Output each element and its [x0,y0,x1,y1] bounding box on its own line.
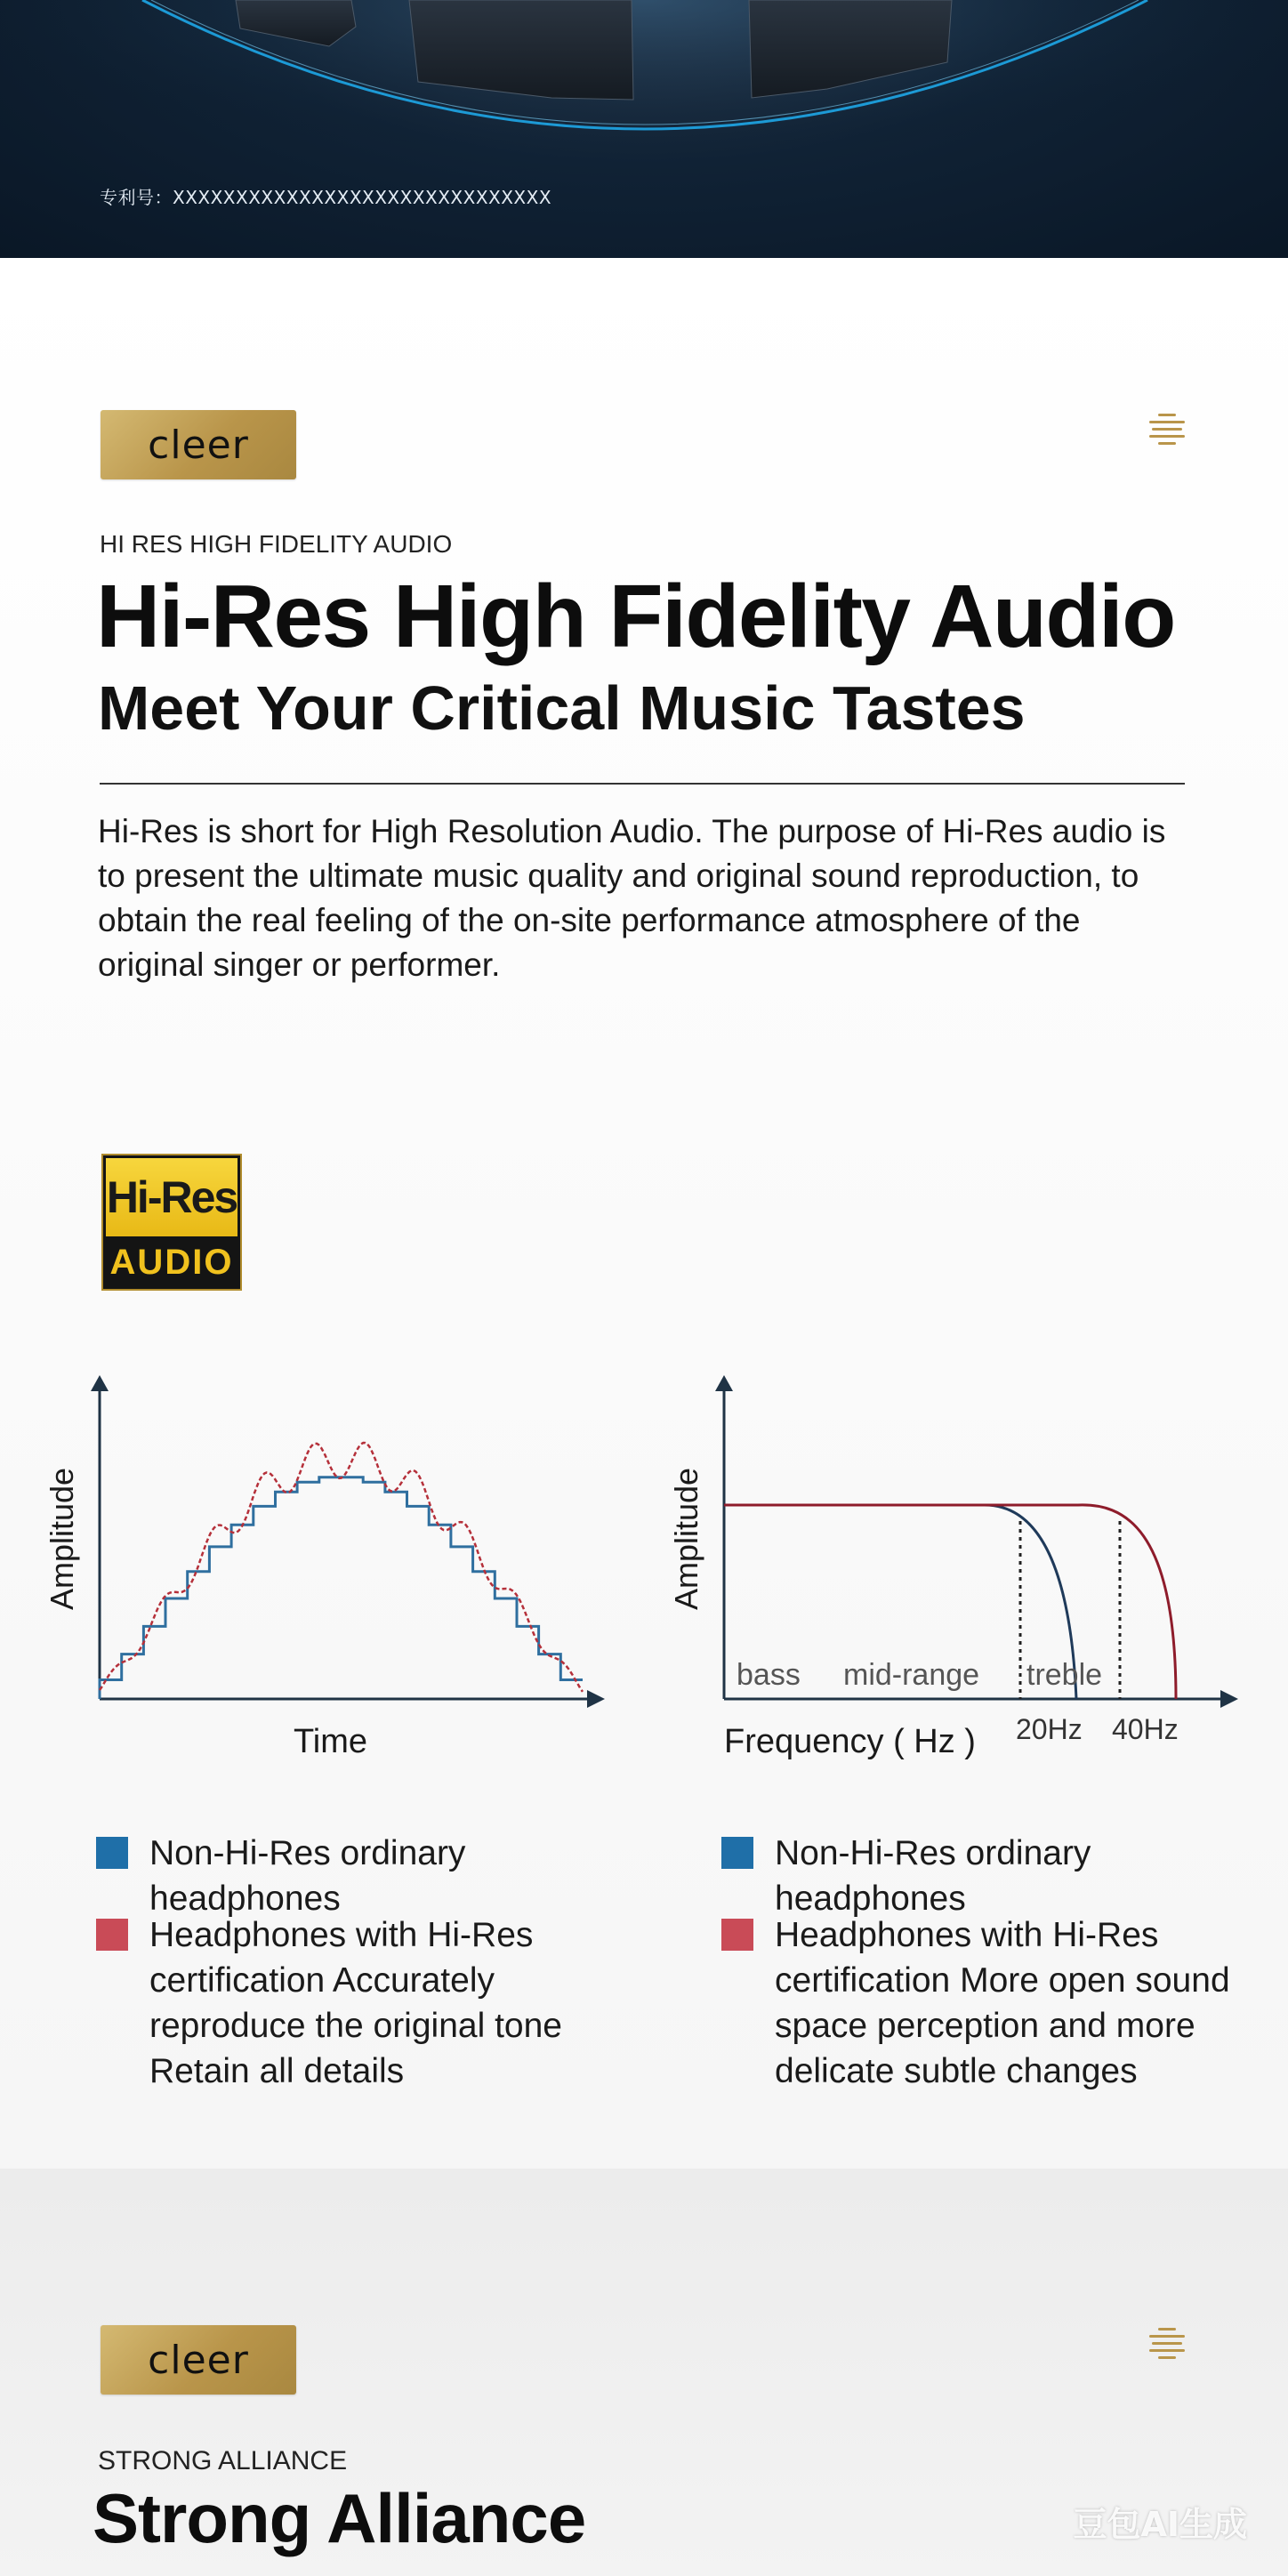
legend-text [775,1912,1230,2094]
section-title: Strong Alliance [93,2479,586,2557]
menu-lines-icon[interactable] [1149,409,1185,447]
cleer-logo[interactable] [101,410,296,479]
menu-lines-icon[interactable] [1149,2323,1185,2361]
logo-text: cleer [148,422,249,468]
page-title: Hi-Res High Fidelity Audio [96,567,1175,666]
cleer-logo[interactable] [101,2325,296,2395]
series-non-hires-line [100,1477,583,1699]
section-eyebrow: HI RES HIGH FIDELITY AUDIO [100,530,453,558]
legend-text: Non-Hi-Res ordinary headphones [775,1834,1091,1918]
legend-line: certification More open sound [775,1961,1230,2000]
series-hires-line [100,1443,583,1692]
product-rings-graphic [0,0,1288,258]
x-axis-arrow [587,1690,605,1708]
x-axis [100,1690,605,1708]
legend-swatch-red [96,1919,128,1951]
strong-alliance-section [0,2169,1288,2576]
x-axis-label: Time [294,1723,368,1760]
legend-line: Headphones with Hi-Res [775,1916,1159,1954]
x-axis-arrow [1220,1690,1238,1708]
tick-label-40hz: 40Hz [1112,1713,1179,1745]
time-amplitude-chart [36,1370,623,1761]
hi-res-audio-badge [101,1154,242,1291]
page-subtitle: Meet Your Critical Music Tastes [98,673,1026,743]
y-axis-arrow [715,1375,733,1391]
legend-line: Retain all details [149,2052,405,2090]
zone-label-treble: treble [1026,1658,1103,1692]
x-axis [724,1690,1238,1708]
legend-text: Non-Hi-Res ordinary headphones [149,1834,466,1918]
legend-text [149,1912,562,2094]
tick-label-20hz: 20Hz [1016,1713,1083,1745]
ai-watermark: 豆包AI生成 [1073,2505,1247,2544]
badge-top: Hi-Res [106,1158,237,1236]
frequency-amplitude-chart [660,1370,1265,1761]
legend-swatch-blue [96,1837,128,1869]
legend-line: space perception and more [775,2007,1195,2045]
y-axis-label: Amplitude [668,1467,704,1610]
section-eyebrow: STRONG ALLIANCE [98,2446,348,2475]
hero-banner [0,0,1288,258]
description: Hi-Res is short for High Resolution Audio. The purpose of Hi-Res audio is to present the ultimate music quality and original sound reproduction, to obtain the real feeling of the on-site performance atmosphere of the original singer or performer. [98,813,1166,983]
legend-line: certification Accurately [149,1961,495,2000]
x-axis-label: Frequency ( Hz ) [724,1723,976,1760]
legend-line: delicate subtle changes [775,2052,1138,2090]
legend-line: Headphones with Hi-Res [149,1916,534,1954]
y-axis-label: Amplitude [44,1467,80,1610]
logo-text: cleer [148,2337,249,2383]
patent-number: 专利号：XXXXXXXXXXXXXXXXXXXXXXXXXXXXXX [100,187,552,208]
badge-bottom: AUDIO [109,1243,234,1282]
legend-swatch-red [721,1919,753,1951]
y-axis-arrow [91,1375,109,1391]
divider [100,783,1185,785]
y-axis [715,1375,733,1699]
legend-swatch-blue [721,1837,753,1869]
zone-label-mid-range: mid-range [843,1658,980,1692]
legend-line: reproduce the original tone [149,2007,562,2045]
y-axis [91,1375,109,1699]
zone-label-bass: bass [737,1658,801,1692]
